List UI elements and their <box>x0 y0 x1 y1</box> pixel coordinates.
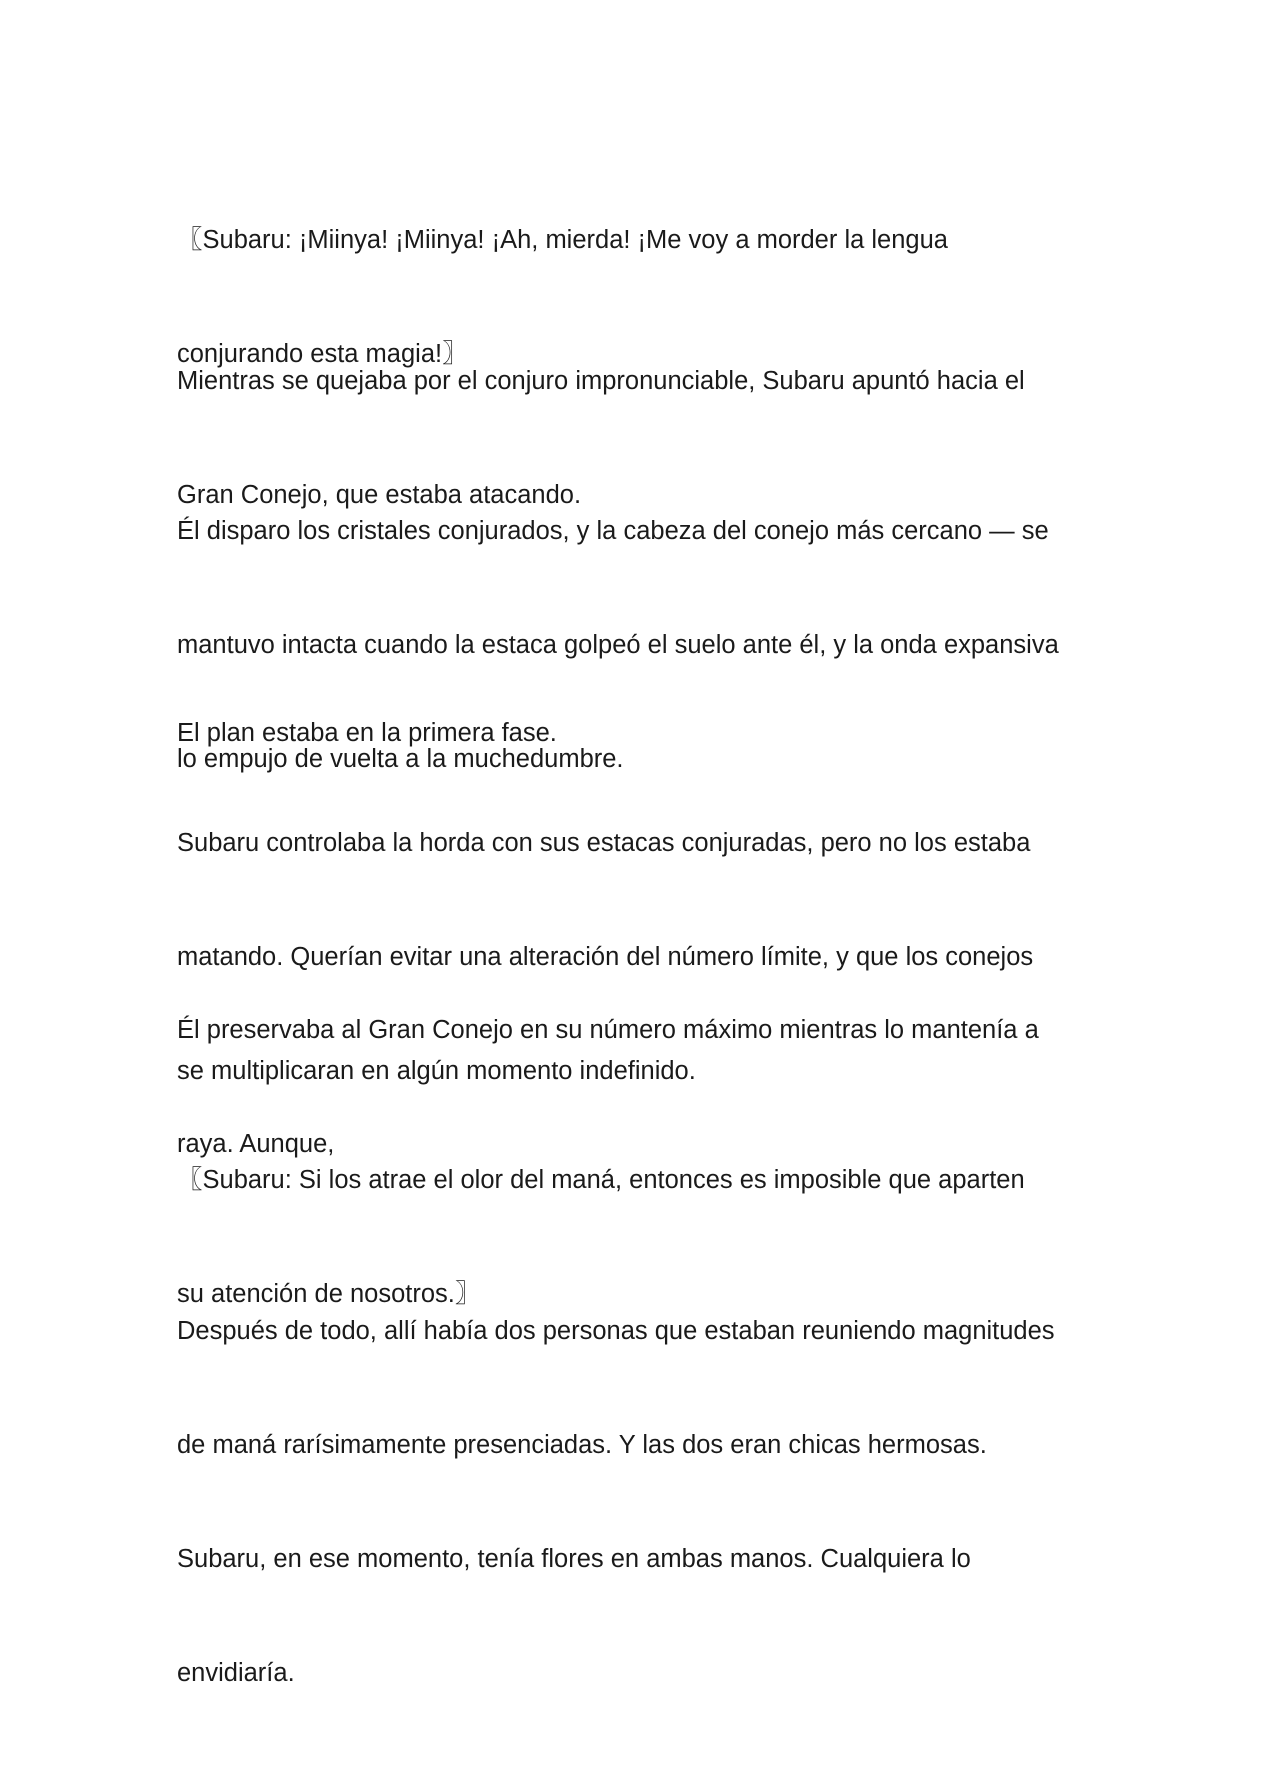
text-line: conjurando esta magia!〗 <box>177 340 468 368</box>
narration-paragraph-6 <box>177 1236 1107 1768</box>
text-line: se multiplicaran en algún momento indefinido. <box>177 1057 696 1085</box>
text-line: su atención de nosotros.〗 <box>177 1280 481 1308</box>
text-line: Él disparo los cristales conjurados, y la cabeza del conejo más cercano — se <box>177 517 1049 545</box>
text-line: Él preservaba al Gran Conejo en su número máximo mientras lo mantenía a <box>177 1016 1039 1044</box>
text-line: Subaru, en ese momento, tenía flores en ambas manos. Cualquiera lo <box>177 1545 971 1573</box>
text-line: Mientras se quejaba por el conjuro impronunciable, Subaru apuntó hacia el <box>177 367 1025 395</box>
text-line: mantuvo intacta cuando la estaca golpeó el suelo ante él, y la onda expansiva <box>177 631 1059 659</box>
text-line: de maná rarísimamente presenciadas. Y las dos eran chicas hermosas. <box>177 1431 987 1459</box>
text-line: lo empujo de vuelta a la muchedumbre. <box>177 745 624 773</box>
text-line: Después de todo, allí había dos personas que estaban reuniendo magnitudes <box>177 1317 1055 1345</box>
text-line: raya. Aunque, <box>177 1130 335 1158</box>
text-line: matando. Querían evitar una alteración del número límite, y que los conejos <box>177 943 1034 971</box>
text-line: Gran Conejo, que estaba atacando. <box>177 481 582 509</box>
text-line: El plan estaba en la primera fase. <box>177 719 557 747</box>
text-line: 〖Subaru: ¡Miinya! ¡Miinya! ¡Ah, mierda! ¡Me voy a morder la lengua <box>177 226 948 254</box>
text-line: 〖Subaru: Si los atrae el olor del maná, entonces es imposible que aparten <box>177 1166 1025 1194</box>
text-line: envidiaría. <box>177 1659 295 1687</box>
text-line: Subaru controlaba la horda con sus estacas conjuradas, pero no los estaba <box>177 829 1031 857</box>
